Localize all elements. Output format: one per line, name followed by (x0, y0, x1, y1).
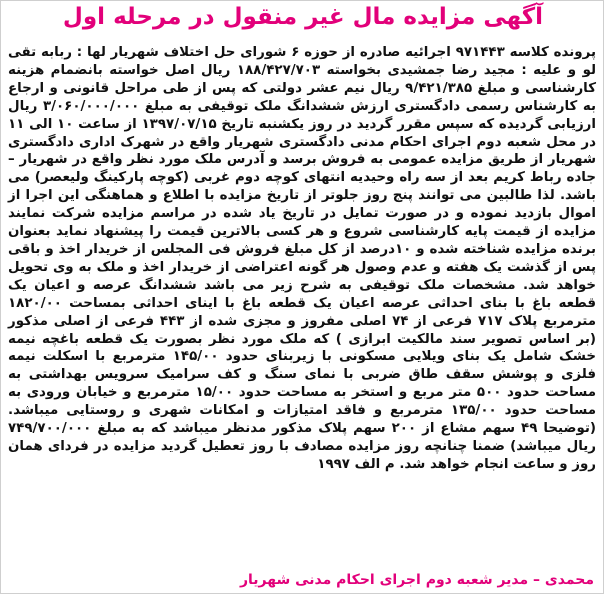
notice-signature: محمدی – مدیر شعبه دوم اجرای احکام مدنی شهریار (239, 572, 594, 588)
notice-body: پرونده کلاسه ۹۷۱۴۴۳ اجرائیه صادره از حوزه ۶ شورای حل اختلاف شهریار لها : ربابه تقی لو و علیه : مجید رضا جمشیدی بخواسته ۱۸۸/۴۲۷/۷۰۳ ریال اصل خواسته بانضمام هزینه کارشناسی و مبلغ ۹/۴۲۱/۳۸۵ ریال نیم عشر دولتی که پس از طی مراحل قانونی و ارجاع به کارشناس رسمی دادگستری ارزش ششدانگ ملک توقیفی به مبلغ ۳/۰۶۰/۰۰۰/۰۰۰ ریال ارزیابی گردیده که سپس مقرر گردید در روز یکشنبه تاریخ ۱۳۹۷/۰۷/۱۵ از ساعت ۱۰ الی ۱۱ در محل شعبه دوم اجرای احکام مدنی دادگستری شهریار واقع در شهرک اداری دادگستری شهریار از طریق مزایده عمومی به فروش برسد و آدرس ملک مورد نظر واقع در شهریار – جاده رباط کریم بعد از سه راه وحیدیه انتهای کوچه دوم غربی (کوچه پارکینگ ولیعصر) می باشد. لذا طالبین می توانند پنج روز جلوتر از تاریخ مزایده با اطلاع و هماهنگی این اجرا از اموال بازدید نموده و در صورت تمایل در تاریخ یاد شده در مراسم مزایده شرکت نمایند مزایده از قیمت پایه کارشناسی شروع و هر کسی بالاترین قیمت را پیشنهاد نماید بعنوان برنده مزایده شناخته شده و ۱۰درصد از کل مبلغ فروش فی المجلس از خریدار اخذ و باقی پس از گذشت یک هفته و عدم وصول هر گونه اعتراضی از خریدار اخذ و ملک به وی تحویل خواهد شد. مشخصات ملک توقیفی به شرح زیر می باشد ششدانگ عرصه و اعیان یک قطعه باغ با بنای احداثی عرصه اعیان یک قطعه باغ با اینای احداثی بمساحت ۱۸۲۰/۰۰ مترمربع پلاک ۷۱۷ فرعی از ۷۴ اصلی مفروز و مجزی شده از ۴۴۳ فرعی از اصلی مذکور (بر اساس تصویر سند مالکیت ابرازی ) که ملک مورد نظر بصورت یک قطعه باغچه نیمه خشک شامل یک بنای ویلایی مسکونی با زیربنای حدود ۱۴۵/۰۰ مترمربع با اسکلت نیمه فلزی و پوشش سقف طاق ضربی با نمای سنگ و کف سرامیک سرویس بهداشتی به مساحت حدود ۵۰۰ متر مربع و استخر به مساحت حدود ۱۵/۰۰ مترمربع و خیابان ورودی به مساحت حدود ۱۳۵/۰۰ مترمربع و فاقد امتیازات و امکانات شهری و روستایی میباشد. (توضیحا ۴۹ سهم مشاع از ۲۰۰ سهم پلاک مذکور مدنظر میباشد که به مبلغ ۷۴۹/۷۰۰/۰۰۰ ریال میباشد) ضمنا چنانچه روز مزایده مصادف با روز تعطیل گردید مزایده در فردای همان روز و ساعت انجام خواهد شد. م الف ۱۹۹۷ (8, 45, 597, 472)
notice-title: آگهی مزایده مال غیر منقول در مرحله اول (62, 4, 544, 30)
